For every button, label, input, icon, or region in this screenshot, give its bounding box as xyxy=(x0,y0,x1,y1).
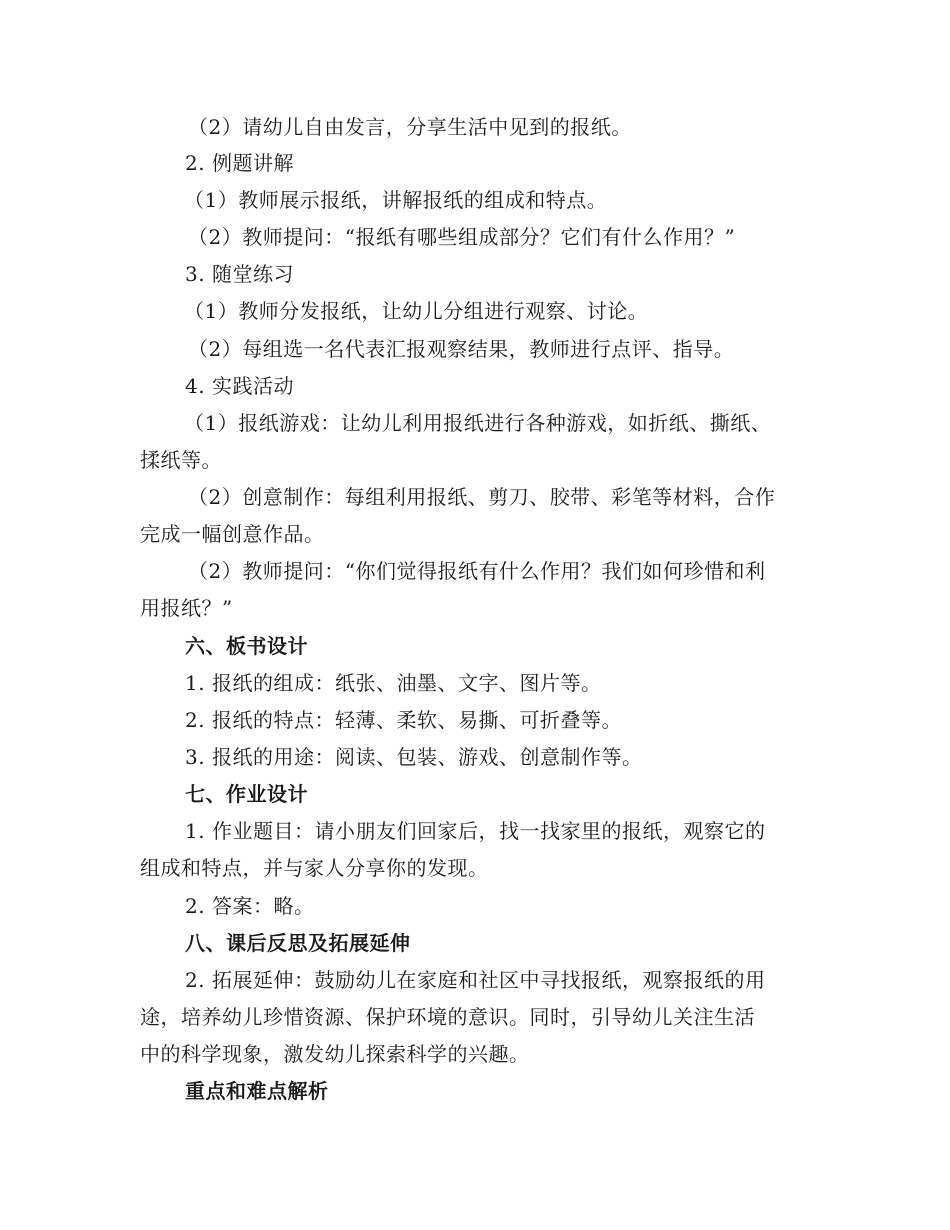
section-heading: 2. 例题讲解 xyxy=(185,151,294,175)
paragraph-line: 中的科学现象，激发幼儿探索科学的兴趣。 xyxy=(140,1042,530,1066)
paragraph-line: 1. 报纸的组成：纸张、油墨、文字、图片等。 xyxy=(185,671,602,695)
paragraph-line: （2）请幼儿自由发言，分享生活中见到的报纸。 xyxy=(188,115,632,139)
paragraph-line: （1）报纸游戏：让幼儿利用报纸进行各种游戏，如折纸、撕纸、 xyxy=(184,411,772,435)
paragraph-line: 2. 报纸的特点：轻薄、柔软、易撕、可折叠等。 xyxy=(185,708,622,732)
paragraph-line: 2. 拓展延伸：鼓励幼儿在家庭和社区中寻找报纸，观察报纸的用 xyxy=(185,968,766,992)
section-heading: 重点和难点解析 xyxy=(185,1079,329,1103)
section-heading: 七、作业设计 xyxy=(185,782,308,806)
paragraph-line: 2. 答案：略。 xyxy=(185,894,315,918)
paragraph-line: （1）教师分发报纸，让幼儿分组进行观察、讨论。 xyxy=(184,299,649,323)
section-heading: 八、课后反思及拓展延伸 xyxy=(185,931,411,955)
section-heading: 3. 随堂练习 xyxy=(185,262,294,286)
paragraph-line: （2）教师提问：“报纸有哪些组成部分？它们有什么作用？” xyxy=(188,225,736,249)
paragraph-line: 用报纸？” xyxy=(140,596,233,620)
paragraph-line: 组成和特点，并与家人分享你的发现。 xyxy=(140,856,489,880)
paragraph-line: 途，培养幼儿珍惜资源、保护环境的意识。同时，引导幼儿关注生活 xyxy=(140,1005,755,1029)
paragraph-line: 1. 作业题目：请小朋友们回家后，找一找家里的报纸，观察它的 xyxy=(185,819,766,843)
paragraph-line: （2）创意制作：每组利用报纸、剪刀、胶带、彩笔等材料，合作 xyxy=(188,485,776,509)
section-heading: 六、板书设计 xyxy=(185,634,308,658)
section-heading: 4. 实践活动 xyxy=(185,374,294,398)
paragraph-line: 揉纸等。 xyxy=(140,448,222,472)
paragraph-line: 3. 报纸的用途：阅读、包装、游戏、创意制作等。 xyxy=(185,745,643,769)
paragraph-line: （2）每组选一名代表汇报观察结果，教师进行点评、指导。 xyxy=(188,337,735,361)
paragraph-line: （1）教师展示报纸，讲解报纸的组成和特点。 xyxy=(184,188,608,212)
paragraph-line: 完成一幅创意作品。 xyxy=(140,522,325,546)
paragraph-line: （2）教师提问：“你们觉得报纸有什么作用？我们如何珍惜和利 xyxy=(188,559,766,583)
